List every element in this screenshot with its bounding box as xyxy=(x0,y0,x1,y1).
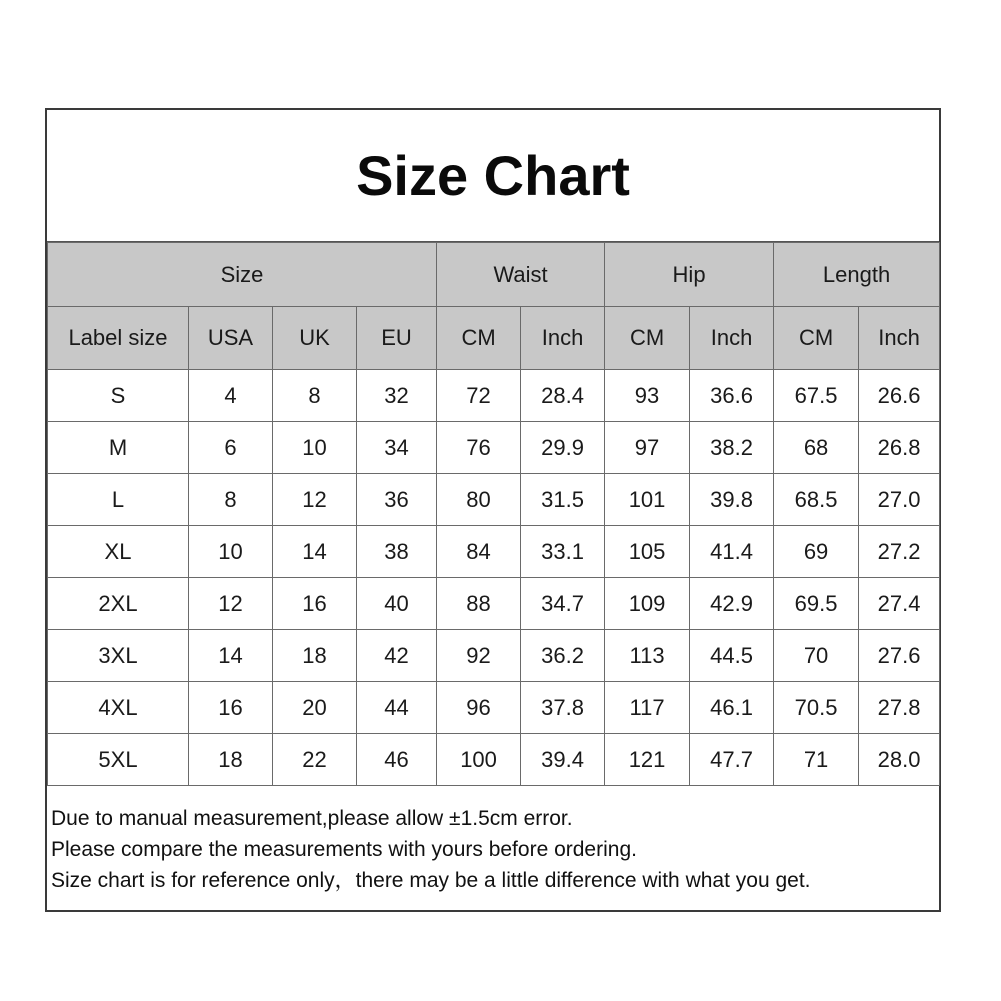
table-cell: 42 xyxy=(357,630,437,682)
table-cell: 12 xyxy=(189,578,273,630)
table-row xyxy=(48,422,940,474)
table-cell: 39.4 xyxy=(521,734,605,786)
table-cell: 34 xyxy=(357,422,437,474)
table-cell: XL xyxy=(48,526,189,578)
table-cell: 4XL xyxy=(48,682,189,734)
table-cell: 27.0 xyxy=(859,474,940,526)
table-cell: 36.6 xyxy=(690,370,774,422)
table-cell: 28.0 xyxy=(859,734,940,786)
size-table xyxy=(47,242,940,786)
sub-header-hip-inch: Inch xyxy=(690,307,774,370)
table-cell: 36 xyxy=(357,474,437,526)
table-cell: 68 xyxy=(774,422,859,474)
table-cell: 46.1 xyxy=(690,682,774,734)
table-cell: L xyxy=(48,474,189,526)
table-cell: 100 xyxy=(437,734,521,786)
table-cell: 18 xyxy=(273,630,357,682)
table-cell: 117 xyxy=(605,682,690,734)
group-header-hip: Hip xyxy=(605,243,774,307)
table-cell: 16 xyxy=(273,578,357,630)
table-cell: 69.5 xyxy=(774,578,859,630)
table-cell: 67.5 xyxy=(774,370,859,422)
table-cell: 32 xyxy=(357,370,437,422)
table-cell: 4 xyxy=(189,370,273,422)
table-cell: 26.8 xyxy=(859,422,940,474)
table-cell: 92 xyxy=(437,630,521,682)
table-cell: 37.8 xyxy=(521,682,605,734)
table-cell: 76 xyxy=(437,422,521,474)
table-cell: 8 xyxy=(189,474,273,526)
table-cell: 80 xyxy=(437,474,521,526)
table-cell: 27.4 xyxy=(859,578,940,630)
table-cell: 39.8 xyxy=(690,474,774,526)
group-header-waist: Waist xyxy=(437,243,605,307)
sub-header-usa: USA xyxy=(189,307,273,370)
table-cell: 28.4 xyxy=(521,370,605,422)
table-cell: 70.5 xyxy=(774,682,859,734)
page-title: Size Chart xyxy=(47,110,939,242)
group-header-length: Length xyxy=(774,243,940,307)
table-cell: 47.7 xyxy=(690,734,774,786)
table-cell: 40 xyxy=(357,578,437,630)
table-cell: 101 xyxy=(605,474,690,526)
table-row xyxy=(48,526,940,578)
table-cell: 18 xyxy=(189,734,273,786)
table-cell: 8 xyxy=(273,370,357,422)
sub-header-row xyxy=(48,307,940,370)
table-cell: 26.6 xyxy=(859,370,940,422)
table-cell: 20 xyxy=(273,682,357,734)
table-cell: 41.4 xyxy=(690,526,774,578)
table-cell: 27.2 xyxy=(859,526,940,578)
table-row xyxy=(48,734,940,786)
table-row xyxy=(48,474,940,526)
table-cell: 88 xyxy=(437,578,521,630)
table-cell: 105 xyxy=(605,526,690,578)
table-cell: 109 xyxy=(605,578,690,630)
group-header-row xyxy=(48,243,940,307)
sub-header-length-inch: Inch xyxy=(859,307,940,370)
table-cell: 16 xyxy=(189,682,273,734)
table-cell: 36.2 xyxy=(521,630,605,682)
table-cell: 121 xyxy=(605,734,690,786)
table-cell: 10 xyxy=(189,526,273,578)
table-cell: 12 xyxy=(273,474,357,526)
table-cell: 84 xyxy=(437,526,521,578)
table-cell: 5XL xyxy=(48,734,189,786)
table-cell: S xyxy=(48,370,189,422)
table-row xyxy=(48,370,940,422)
sub-header-length-cm: CM xyxy=(774,307,859,370)
note-reference: Size chart is for reference only，there may be a little difference with what you get. xyxy=(51,869,811,892)
table-cell: 96 xyxy=(437,682,521,734)
table-cell: 71 xyxy=(774,734,859,786)
note-compare: Please compare the measurements with yours before ordering. xyxy=(51,838,637,861)
sub-header-hip-cm: CM xyxy=(605,307,690,370)
size-chart-frame xyxy=(45,108,941,912)
table-cell: 34.7 xyxy=(521,578,605,630)
table-cell: 14 xyxy=(273,526,357,578)
group-header-size: Size xyxy=(48,243,437,307)
table-cell: 33.1 xyxy=(521,526,605,578)
table-row xyxy=(48,682,940,734)
table-cell: 10 xyxy=(273,422,357,474)
table-cell: 44.5 xyxy=(690,630,774,682)
table-row xyxy=(48,630,940,682)
table-cell: M xyxy=(48,422,189,474)
notes xyxy=(51,803,931,896)
table-cell: 72 xyxy=(437,370,521,422)
table-cell: 22 xyxy=(273,734,357,786)
sub-header-label-size: Label size xyxy=(48,307,189,370)
sub-header-eu: EU xyxy=(357,307,437,370)
table-cell: 27.6 xyxy=(859,630,940,682)
note-measurement-error: Due to manual measurement,please allow ±1.5cm error. xyxy=(51,807,573,830)
table-cell: 93 xyxy=(605,370,690,422)
table-cell: 42.9 xyxy=(690,578,774,630)
table-cell: 46 xyxy=(357,734,437,786)
table-cell: 38.2 xyxy=(690,422,774,474)
table-cell: 44 xyxy=(357,682,437,734)
sub-header-waist-inch: Inch xyxy=(521,307,605,370)
table-cell: 29.9 xyxy=(521,422,605,474)
table-cell: 6 xyxy=(189,422,273,474)
table-cell: 27.8 xyxy=(859,682,940,734)
sub-header-waist-cm: CM xyxy=(437,307,521,370)
sub-header-uk: UK xyxy=(273,307,357,370)
table-cell: 70 xyxy=(774,630,859,682)
table-cell: 3XL xyxy=(48,630,189,682)
table-row xyxy=(48,578,940,630)
table-cell: 2XL xyxy=(48,578,189,630)
table-cell: 38 xyxy=(357,526,437,578)
table-cell: 14 xyxy=(189,630,273,682)
table-cell: 97 xyxy=(605,422,690,474)
table-cell: 113 xyxy=(605,630,690,682)
table-cell: 69 xyxy=(774,526,859,578)
table-cell: 68.5 xyxy=(774,474,859,526)
table-cell: 31.5 xyxy=(521,474,605,526)
